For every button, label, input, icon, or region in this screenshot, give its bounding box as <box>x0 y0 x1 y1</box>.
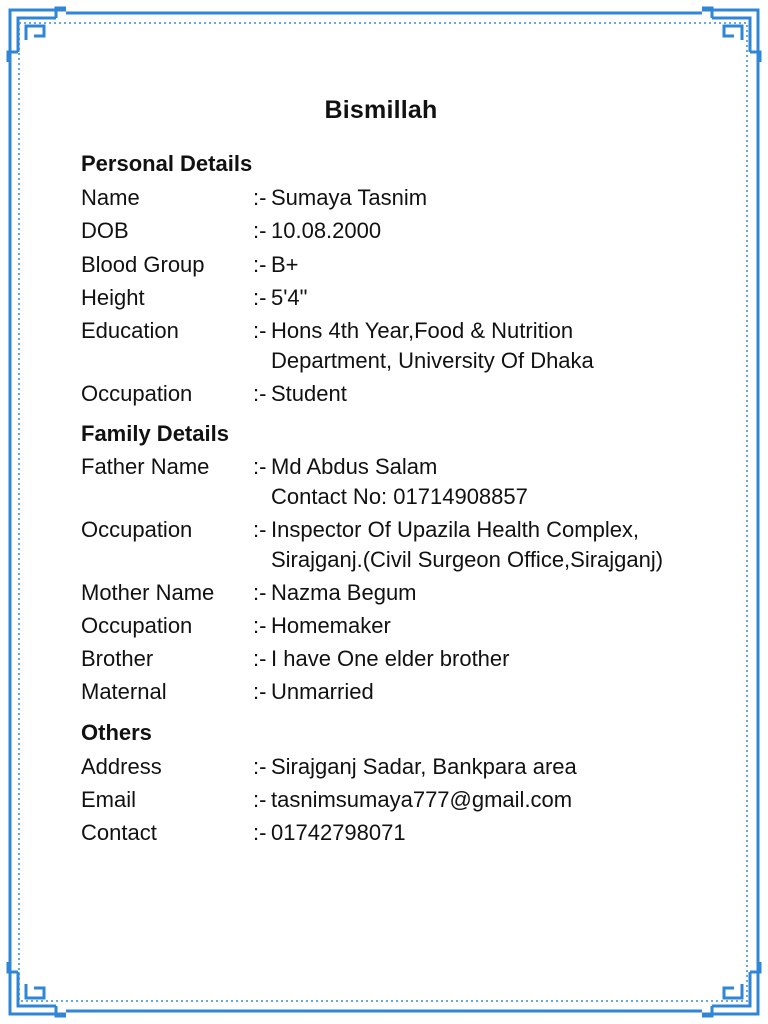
row-value: Unmarried <box>271 679 374 704</box>
row-value: Student <box>271 381 347 406</box>
row-value: Hons 4th Year,Food & Nutrition <box>271 318 574 343</box>
row-label: Maternal <box>81 679 167 704</box>
row-value-continued: Contact No: 01714908857 <box>271 484 528 509</box>
row-value: tasnimsumaya777@gmail.com <box>271 787 573 812</box>
row-value: I have One elder brother <box>271 646 510 671</box>
row-label: Brother <box>81 646 154 671</box>
row-label: Contact <box>81 820 157 845</box>
row-value: Inspector Of Upazila Health Complex, <box>271 517 640 542</box>
row-value-continued: Department, University Of Dhaka <box>271 348 594 373</box>
section-heading-others: Others <box>81 720 152 745</box>
row-label: Education <box>81 318 179 343</box>
row-value: Nazma Begum <box>271 580 417 605</box>
row-separator: :- <box>253 252 267 277</box>
row-separator: :- <box>253 820 267 845</box>
section-heading-family-details: Family Details <box>81 421 229 446</box>
row-separator: :- <box>253 285 267 310</box>
document-title: Bismillah <box>324 96 438 124</box>
row-separator: :- <box>253 517 267 542</box>
row-label: Occupation <box>81 517 193 542</box>
row-label: DOB <box>81 218 129 243</box>
row-separator: :- <box>253 679 267 704</box>
row-separator: :- <box>253 218 267 243</box>
row-label: Mother Name <box>81 580 215 605</box>
row-value: Sirajganj Sadar, Bankpara area <box>271 754 577 779</box>
row-label: Name <box>81 185 140 210</box>
row-value: Md Abdus Salam <box>271 454 438 479</box>
row-separator: :- <box>253 185 267 210</box>
row-label: Occupation <box>81 381 193 406</box>
row-label: Father Name <box>81 454 210 479</box>
row-value: Homemaker <box>271 613 391 638</box>
row-separator: :- <box>253 580 267 605</box>
row-separator: :- <box>253 613 267 638</box>
row-separator: :- <box>253 646 267 671</box>
row-label: Email <box>81 787 137 812</box>
row-value: Sumaya Tasnim <box>271 185 428 210</box>
row-separator: :- <box>253 754 267 779</box>
row-separator: :- <box>253 381 267 406</box>
row-value-continued: Sirajganj.(Civil Surgeon Office,Sirajganj) <box>271 547 664 572</box>
row-value: 5'4" <box>271 285 308 310</box>
row-label: Blood Group <box>81 252 205 277</box>
row-separator: :- <box>253 318 267 343</box>
row-value: 10.08.2000 <box>271 218 382 243</box>
row-label: Height <box>81 285 145 310</box>
section-heading-personal-details: Personal Details <box>81 151 253 176</box>
row-value: B+ <box>271 252 299 277</box>
row-label: Occupation <box>81 613 193 638</box>
row-label: Address <box>81 754 162 779</box>
row-separator: :- <box>253 454 267 479</box>
row-separator: :- <box>253 787 267 812</box>
row-value: 01742798071 <box>271 820 406 845</box>
